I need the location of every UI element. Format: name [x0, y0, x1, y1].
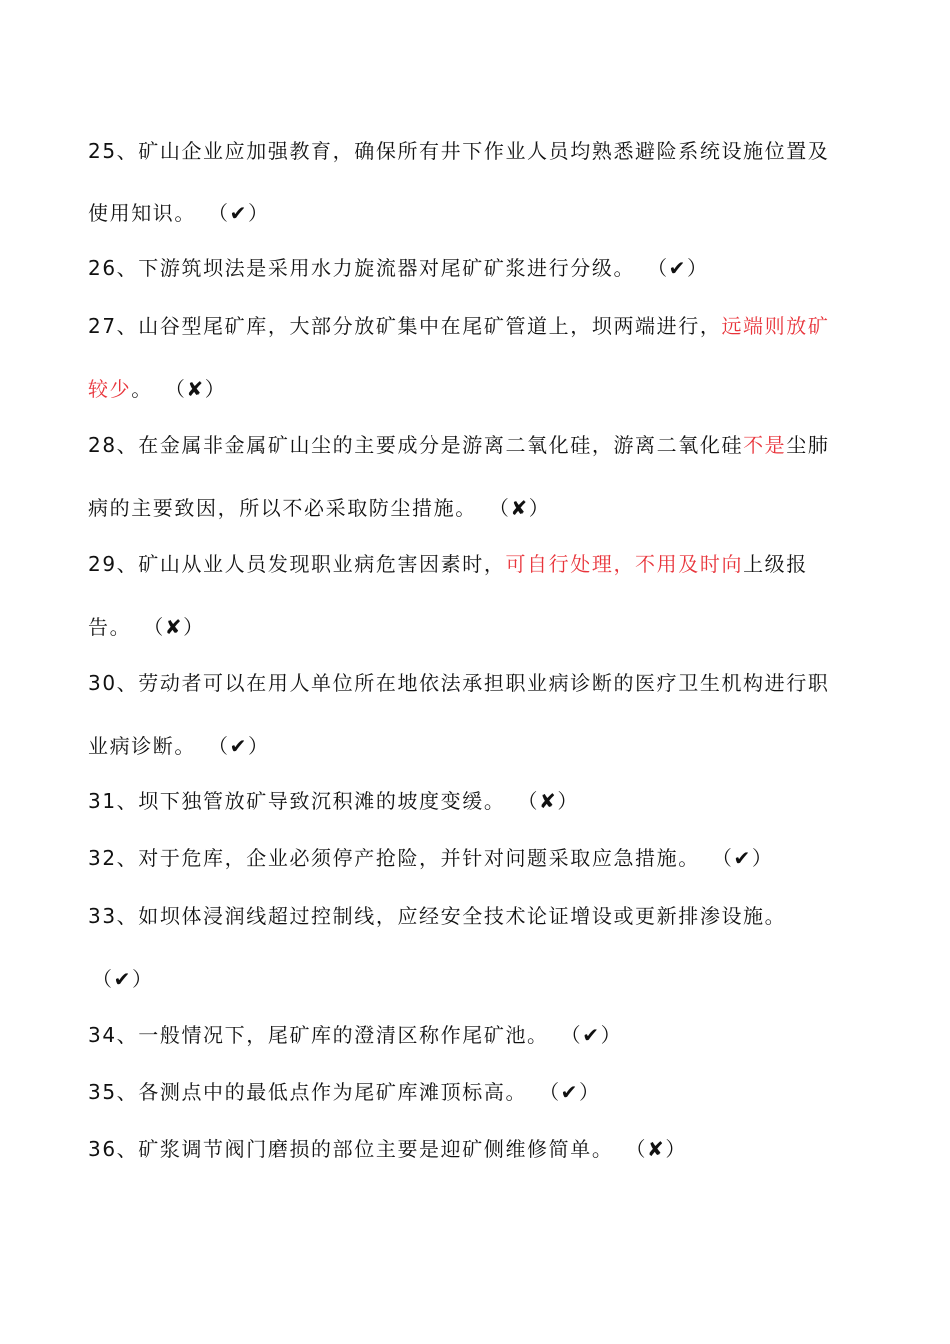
- question-30-line-2: [88, 733, 270, 759]
- question-25-line-1: [88, 138, 829, 164]
- question-text: 30、劳动者可以在用人单位所在地依法承担职业病诊断的医疗卫生机构进行职: [88, 671, 830, 695]
- question-text: 25、矿山企业应加强教育，确保所有井下作业人员均熟悉避险系统设施位置及: [88, 139, 830, 163]
- check-mark-icon: （✔）: [721, 846, 774, 870]
- question-text: 上级报: [743, 552, 808, 576]
- question-text: 34、一般情况下，尾矿库的澄清区称作尾矿池。: [88, 1023, 549, 1047]
- question-30-line-1: [88, 670, 829, 696]
- question-text: 28、在金属非金属矿山尘的主要成分是游离二氧化硅，游离二氧化硅: [88, 433, 744, 457]
- question-text: 29、矿山从业人员发现职业病危害因素时，: [88, 552, 506, 576]
- question-28-line-1: [88, 432, 829, 458]
- question-text: 告。: [88, 615, 132, 639]
- check-mark-icon: （✔）: [657, 256, 709, 280]
- question-28-line-2: [88, 495, 550, 521]
- question-27-line-2: [88, 376, 226, 402]
- cross-mark-icon: （✘）: [498, 496, 551, 520]
- check-mark-icon: （✔）: [92, 967, 154, 991]
- question-text: 使用知识。: [88, 201, 196, 225]
- cross-mark-icon: （✘）: [527, 789, 580, 813]
- highlighted-text: 远端则放矿: [721, 314, 830, 338]
- cross-mark-icon: （✘）: [174, 377, 227, 401]
- highlighted-text: 不是: [743, 433, 787, 457]
- question-33-line-2: [88, 966, 154, 992]
- question-25-line-2: [88, 200, 270, 226]
- question-text: 。: [131, 377, 153, 401]
- cross-mark-icon: （✘）: [635, 1137, 688, 1161]
- question-text: 36、矿浆调节阀门磨损的部位主要是迎矿侧维修简单。: [88, 1137, 614, 1161]
- cross-mark-icon: （✘）: [153, 615, 205, 639]
- question-29-line-1: [88, 551, 808, 577]
- check-mark-icon: （✔）: [218, 201, 270, 225]
- question-text: 32、对于危库，企业必须停产抢险，并针对问题采取应急措施。: [88, 846, 700, 870]
- check-mark-icon: （✔）: [218, 734, 270, 758]
- question-text: 病的主要致因，所以不必采取防尘措施。: [88, 496, 477, 520]
- question-26-line-1: [88, 255, 709, 281]
- question-text: 35、各测点中的最低点作为尾矿库滩顶标高。: [88, 1080, 528, 1104]
- check-mark-icon: （✔）: [570, 1023, 623, 1047]
- question-text: 27、山谷型尾矿库，大部分放矿集中在尾矿管道上，坝两端进行，: [88, 314, 722, 338]
- question-text: 31、坝下独管放矿导致沉积滩的坡度变缓。: [88, 789, 506, 813]
- question-29-line-2: [88, 614, 205, 640]
- question-36-line-1: [88, 1136, 687, 1162]
- question-text: 33、如坝体浸润线超过控制线，应经安全技术论证增设或更新排渗设施。: [88, 904, 787, 928]
- question-33-line-1: [88, 903, 786, 929]
- question-27-line-1: [88, 313, 829, 339]
- highlighted-text: 可自行处理，不用及时向: [505, 552, 744, 576]
- question-34-line-1: [88, 1022, 622, 1048]
- highlighted-text: 较少: [88, 377, 132, 401]
- question-text: 26、下游筑坝法是采用水力旋流器对尾矿矿浆进行分级。: [88, 256, 636, 280]
- question-text: 尘肺: [786, 433, 830, 457]
- question-32-line-1: [88, 845, 773, 871]
- question-31-line-1: [88, 788, 579, 814]
- question-text: 业病诊断。: [88, 734, 196, 758]
- check-mark-icon: （✔）: [549, 1080, 601, 1104]
- question-35-line-1: [88, 1079, 601, 1105]
